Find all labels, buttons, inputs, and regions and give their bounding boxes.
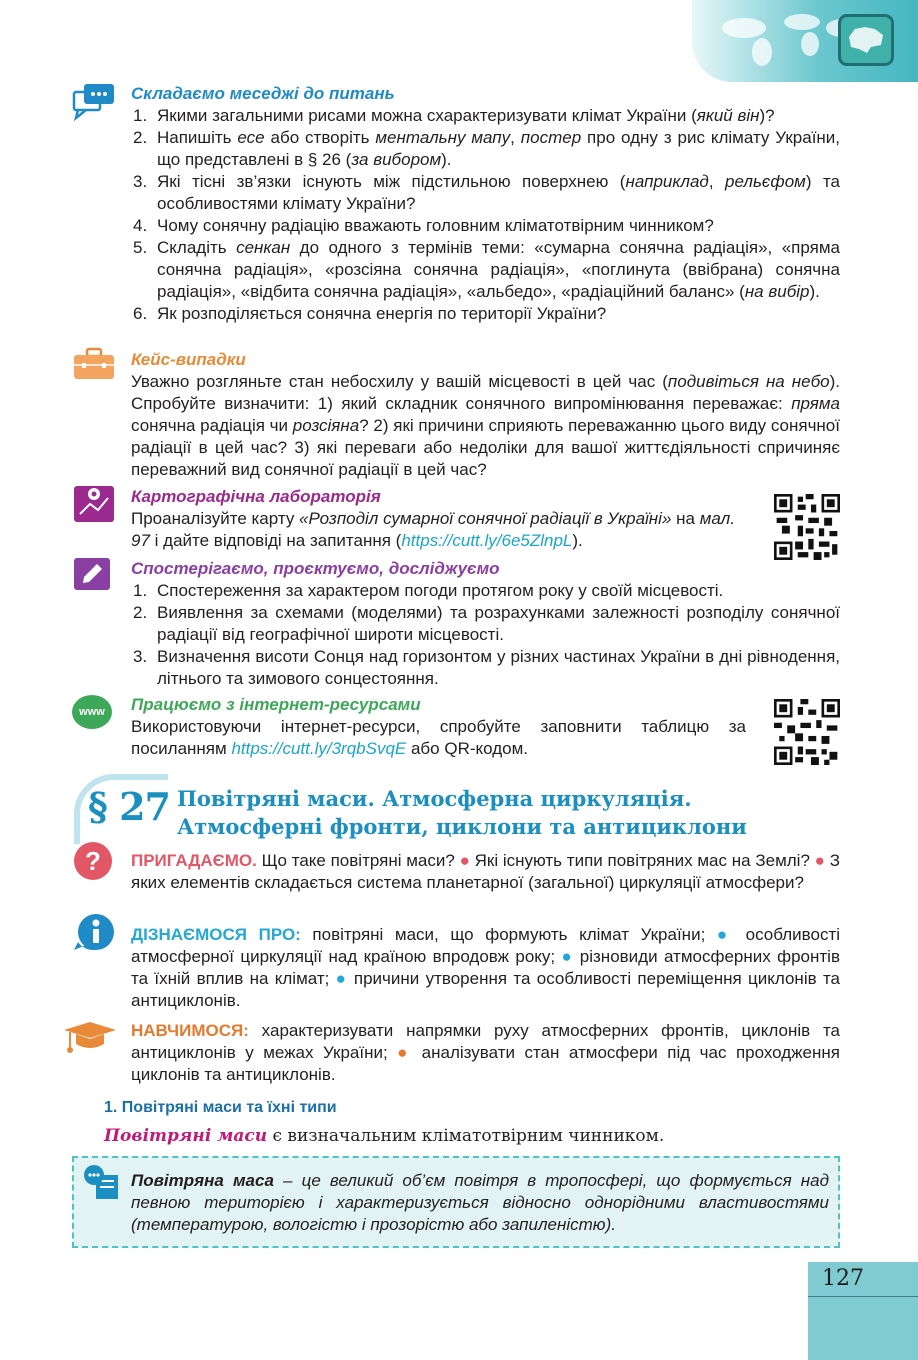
cases-text (131, 371, 840, 481)
list-item (131, 646, 840, 690)
emphasis-text: «Розподіл сумарної сонячної радіації в Україні» (299, 509, 672, 528)
emphasis-text: есе (237, 128, 265, 147)
block-label: НАВЧИМОСЯ: (131, 1021, 249, 1040)
list-number: 6. (133, 304, 148, 323)
emphasis-text: на вибір (744, 282, 810, 301)
list-number: 5. (133, 238, 148, 257)
section-title-line1: Повітряні маси. Атмосферна циркуляція. (177, 786, 692, 811)
list-number: 1. (133, 581, 148, 600)
text-run: або QR-кодом. (406, 739, 528, 758)
text-run: ). (441, 150, 452, 169)
text-run: сонячна радіація чи (131, 416, 293, 435)
emphasis-text: сенкан (236, 238, 291, 257)
section-number: § 27 (88, 784, 170, 829)
text-run: особливості атмосферної циркуляції над країною впродовж року; (131, 925, 841, 966)
list-number: 3. (133, 647, 148, 666)
question-icon: ? (74, 842, 112, 880)
qr-code-internet[interactable] (774, 699, 840, 765)
map-pin-icon (72, 482, 116, 524)
lead-term: Повітряні маси (104, 1126, 268, 1146)
ukraine-map-icon (838, 14, 894, 66)
list-number: 4. (133, 216, 148, 235)
text-run: Як розподіляється сонячна енергія по території України? (157, 304, 607, 323)
bullet-dot: ● (716, 925, 735, 944)
bullet-dot: ● (814, 851, 825, 870)
text-run: ) та особливостями клімату України? (157, 172, 840, 213)
text-run: , (510, 128, 521, 147)
bullet-dot: ● (561, 947, 574, 966)
text-run: ). (809, 282, 820, 301)
list-number: 2. (133, 603, 148, 622)
list-item (131, 303, 840, 325)
text-run: ). Спробуйте визначити: 1) який складник сонячного випромінювання переважає: (131, 372, 841, 413)
block-label: ПРИГАДАЄМО. (131, 851, 257, 870)
list-number: 3. (133, 172, 148, 191)
list-item (131, 105, 840, 127)
subsection-heading: 1. Повітряні маси та їхні типи (104, 1099, 337, 1116)
text-run: ). (572, 531, 583, 550)
recall-text (131, 850, 840, 894)
text-run: З яких елементів складається система планетарної (загальної) циркуляції атмосфери? (131, 851, 840, 892)
text-run: на (671, 509, 700, 528)
observe-heading: Спостерігаємо, проєктуємо, досліджуємо (131, 559, 500, 578)
text-run: Виявлення за схемами (моделями) та розрахунками залежності розподілу сонячної радіації від географічної широти місцевості. (157, 603, 840, 644)
text-run: Які існують типи повітряних мас на Землі? (469, 851, 815, 870)
definition-body: – це великий об’єм повітря в тропосфері, що формується над певною територією і характеризується відносно однорідними властивостями (температурою, вологістю і прозорістю або запиленістю). (131, 1171, 829, 1234)
www-icon: www (72, 695, 112, 729)
text-run: різновиди атмосферних фронтів та їхній вплив на клімат; (131, 947, 840, 988)
emphasis-text: який він (696, 106, 760, 125)
text-run: ? 2) які причини сприяють переважанню цього виду сонячної радіації в цей час? 3) які переваги або недоліки для вашої життєдіяльності спричиняє переважний вид сонячної радіації в цей час? (131, 416, 840, 479)
text-run: Що таке повітряні маси? (256, 851, 460, 870)
text-run: Якими загальними рисами можна схарактеризувати клімат України ( (157, 106, 697, 125)
emphasis-text: наприклад (625, 172, 709, 191)
emphasis-text: подивіться на небо (667, 372, 830, 391)
list-number: 1. (133, 106, 148, 125)
emphasis-text: мал. 97 (131, 509, 735, 550)
text-run: аналізувати стан атмосфери під час проходження циклонів та антициклонів. (131, 1043, 840, 1084)
list-item (131, 580, 840, 602)
section-title-line2: Атмосферні фронти, циклони та антициклони (177, 814, 747, 839)
list-item (131, 171, 840, 215)
text-run: )? (759, 106, 775, 125)
url-link[interactable]: https://cutt.ly/3rqbSvqE (231, 739, 407, 758)
lead-rest: є визначальним кліматотвірним чинником. (267, 1126, 665, 1146)
text-run: Спостереження за характером погоди протягом року у своїй місцевості. (157, 581, 724, 600)
briefcase-icon (72, 347, 116, 381)
text-run: характеризувати напрямки руху атмосферних фронтів, циклонів та антициклонів у межах України; (131, 1021, 840, 1062)
list-item (131, 237, 840, 303)
bullet-dot: ● (397, 1043, 413, 1062)
internet-text (131, 716, 746, 760)
emphasis-text: за вибором (351, 150, 442, 169)
text-run: , (708, 172, 726, 191)
text-run: Які тісні зв’язки існують між підстильною поверхнею ( (157, 172, 626, 191)
text-run: Складіть (157, 238, 237, 257)
text-run: Використовуючи інтернет-ресурси, спробуйте заповнити таблицю за посиланням (131, 717, 746, 758)
text-run: Визначення висоти Сонця над горизонтом у різних частинах України в дні рівнодення, літнього та зимового сонцестояння. (157, 647, 840, 688)
emphasis-text: розсіяна (292, 416, 360, 435)
url-link[interactable]: https://cutt.ly/6e5ZlnpL (401, 531, 573, 550)
text-run: Проаналізуйте карту (131, 509, 300, 528)
list-item (131, 602, 840, 646)
world-map-banner (692, 0, 918, 82)
emphasis-text: постер (520, 128, 582, 147)
bullet-dot: ● (459, 851, 470, 870)
text-run: або створіть (264, 128, 376, 147)
cases-heading: Кейс-випадки (131, 350, 246, 369)
emphasis-text: ментальну мапу (375, 128, 511, 147)
pencil-icon (72, 556, 112, 592)
list-number: 2. (133, 128, 148, 147)
emphasis-text: пряма (791, 394, 840, 413)
list-item (131, 127, 840, 171)
internet-heading: Працюємо з інтернет-ресурсами (131, 695, 421, 714)
text-run: і дайте відповіді на запитання ( (149, 531, 402, 550)
will-learn-text (131, 1020, 840, 1086)
messages-list (131, 105, 840, 325)
definition-text (131, 1170, 829, 1236)
definition-term: Повітряна маса (131, 1171, 274, 1190)
list-item (131, 215, 840, 237)
cartolab-text (131, 508, 751, 552)
book-chat-icon (82, 1163, 124, 1201)
text-run: причини утворення та особливості переміщення циклонів та антициклонів. (131, 969, 840, 1010)
messages-heading: Складаємо меседжі до питань (131, 84, 395, 103)
cartolab-heading: Картографічна лабораторія (131, 487, 381, 506)
text-run: Напишіть (157, 128, 238, 147)
lead-sentence (104, 1126, 664, 1146)
observe-list (131, 580, 840, 690)
text-run: Чому сонячну радіацію вважають головним кліматотвірним чинником? (157, 216, 714, 235)
page-number: 127 (822, 1266, 864, 1291)
text-run: повітряні маси, що формують клімат України; (300, 925, 717, 944)
info-icon (72, 912, 116, 952)
block-label: ДІЗНАЄМОСЯ ПРО: (131, 925, 301, 944)
learn-about-text (131, 924, 840, 1012)
chat-bubbles-icon (72, 82, 116, 122)
emphasis-text: рельєфом (725, 172, 806, 191)
qr-code-cartolab[interactable] (774, 494, 840, 560)
text-run: Уважно розгляньте стан небосхилу у вашій місцевості в цей час ( (131, 372, 668, 391)
graduation-cap-icon (62, 1020, 118, 1056)
page-number-rule (808, 1296, 918, 1297)
text-run: до одного з термінів теми: «сумарна сонячна радіація», «пряма сонячна радіація», «розсіяна сонячна радіація», «поглинута (ввібрана) сонячна радіація», «відбита сонячна радіація», «альбедо», «радіаційний баланс» ( (157, 238, 840, 301)
bullet-dot: ● (335, 969, 348, 988)
text-run: про одну з рис клімату України, що представлені в § 26 ( (157, 128, 841, 169)
